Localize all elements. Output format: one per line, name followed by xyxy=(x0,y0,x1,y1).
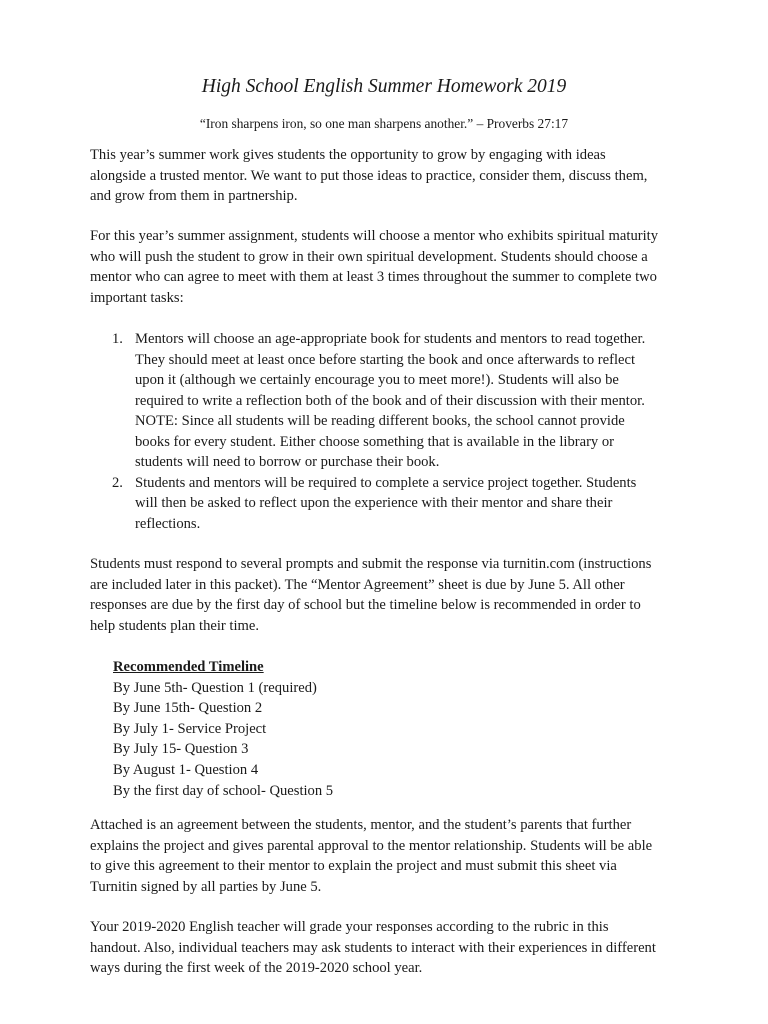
text-line: reflections. xyxy=(135,515,201,532)
text-line: important tasks: xyxy=(90,289,184,306)
text-line: This year’s summer work gives students the opportunity to grow by engaging with ideas xyxy=(90,147,606,163)
submission-paragraph xyxy=(90,554,690,636)
text-line: will then be asked to reflect upon the experience with their mentor and share their xyxy=(135,495,613,511)
list-item-number: 1. xyxy=(112,331,123,347)
assignment-paragraph xyxy=(90,226,690,308)
text-line: explains the project and gives parental approval to the mentor relationship. Students will be able xyxy=(90,837,653,854)
text-line: books for every student. Either choose something that is available in the library or xyxy=(135,433,615,450)
document-title: High School English Summer Homework 2019 xyxy=(201,76,567,97)
text-line: ways during the first week of the 2019-2020 school year. xyxy=(90,960,423,976)
timeline-item: By June 15th- Question 2 xyxy=(113,700,263,717)
list-item xyxy=(90,329,690,473)
agreement-paragraph xyxy=(90,815,690,897)
text-line: Students and mentors will be required to complete a service project together. Students xyxy=(135,474,637,491)
text-line: required to write a reflection both of the book and of their discussion with their mentor. xyxy=(135,392,645,409)
text-line: Mentors will choose an age-appropriate book for students and mentors to read together. xyxy=(135,331,646,347)
list-item xyxy=(90,473,690,535)
text-line: alongside a trusted mentor. We want to put those ideas to practice, consider them, discuss them, xyxy=(90,167,648,184)
timeline-item: By June 5th- Question 1 (required) xyxy=(113,679,317,696)
recommended-timeline xyxy=(113,657,333,801)
text-line: They should meet at least once before starting the book and once afterwards to reflect xyxy=(135,351,636,368)
intro-paragraph xyxy=(90,145,690,207)
timeline-item: By August 1- Question 4 xyxy=(113,761,259,778)
text-line: For this year’s summer assignment, students will choose a mentor who exhibits spiritual maturity xyxy=(90,228,659,244)
timeline-item: By the first day of school- Question 5 xyxy=(113,782,334,799)
epigraph-quote: “Iron sharpens iron, so one man sharpens another.” – Proverbs 27:17 xyxy=(199,116,569,131)
text-line: upon it (although we certainly encourage you to meet more!). Students will also be xyxy=(135,372,619,388)
text-line: Turnitin signed by all parties by June 5. xyxy=(90,878,322,895)
list-item-number: 2. xyxy=(112,474,123,491)
timeline-item: By July 15- Question 3 xyxy=(113,741,249,758)
text-line: handout. Also, individual teachers may ask students to interact with their experiences in different xyxy=(90,939,656,956)
text-line: Students must respond to several prompts and submit the response via turnitin.com (instructions xyxy=(90,556,652,572)
timeline-item: By July 1- Service Project xyxy=(113,720,267,737)
task-list xyxy=(90,329,690,534)
text-line: students will need to borrow or purchase their book. xyxy=(135,454,440,470)
text-line: NOTE: Since all students will be reading different books, the school cannot provide xyxy=(135,413,625,429)
text-line: responses are due by the first day of school but the timeline below is recommended in order to xyxy=(90,597,641,613)
text-line: mentor who can agree to meet with them at least 3 times throughout the summer to complete two xyxy=(90,269,657,285)
text-line: help students plan their time. xyxy=(90,617,260,634)
text-line: and grow from them in partnership. xyxy=(90,188,298,204)
text-line: Your 2019-2020 English teacher will grade your responses according to the rubric in this xyxy=(90,919,609,935)
timeline-heading: Recommended Timeline xyxy=(113,659,264,675)
grading-paragraph xyxy=(90,917,690,979)
text-line: are included later in this packet). The “Mentor Agreement” sheet is due by June 5. All other xyxy=(90,576,625,593)
text-line: to give this agreement to their mentor to explain the project and must submit this sheet via xyxy=(90,858,617,874)
text-line: Attached is an agreement between the students, mentor, and the student’s parents that further xyxy=(90,817,632,833)
text-line: who will push the student to grow in their own spiritual development. Students should choose a xyxy=(90,248,648,265)
